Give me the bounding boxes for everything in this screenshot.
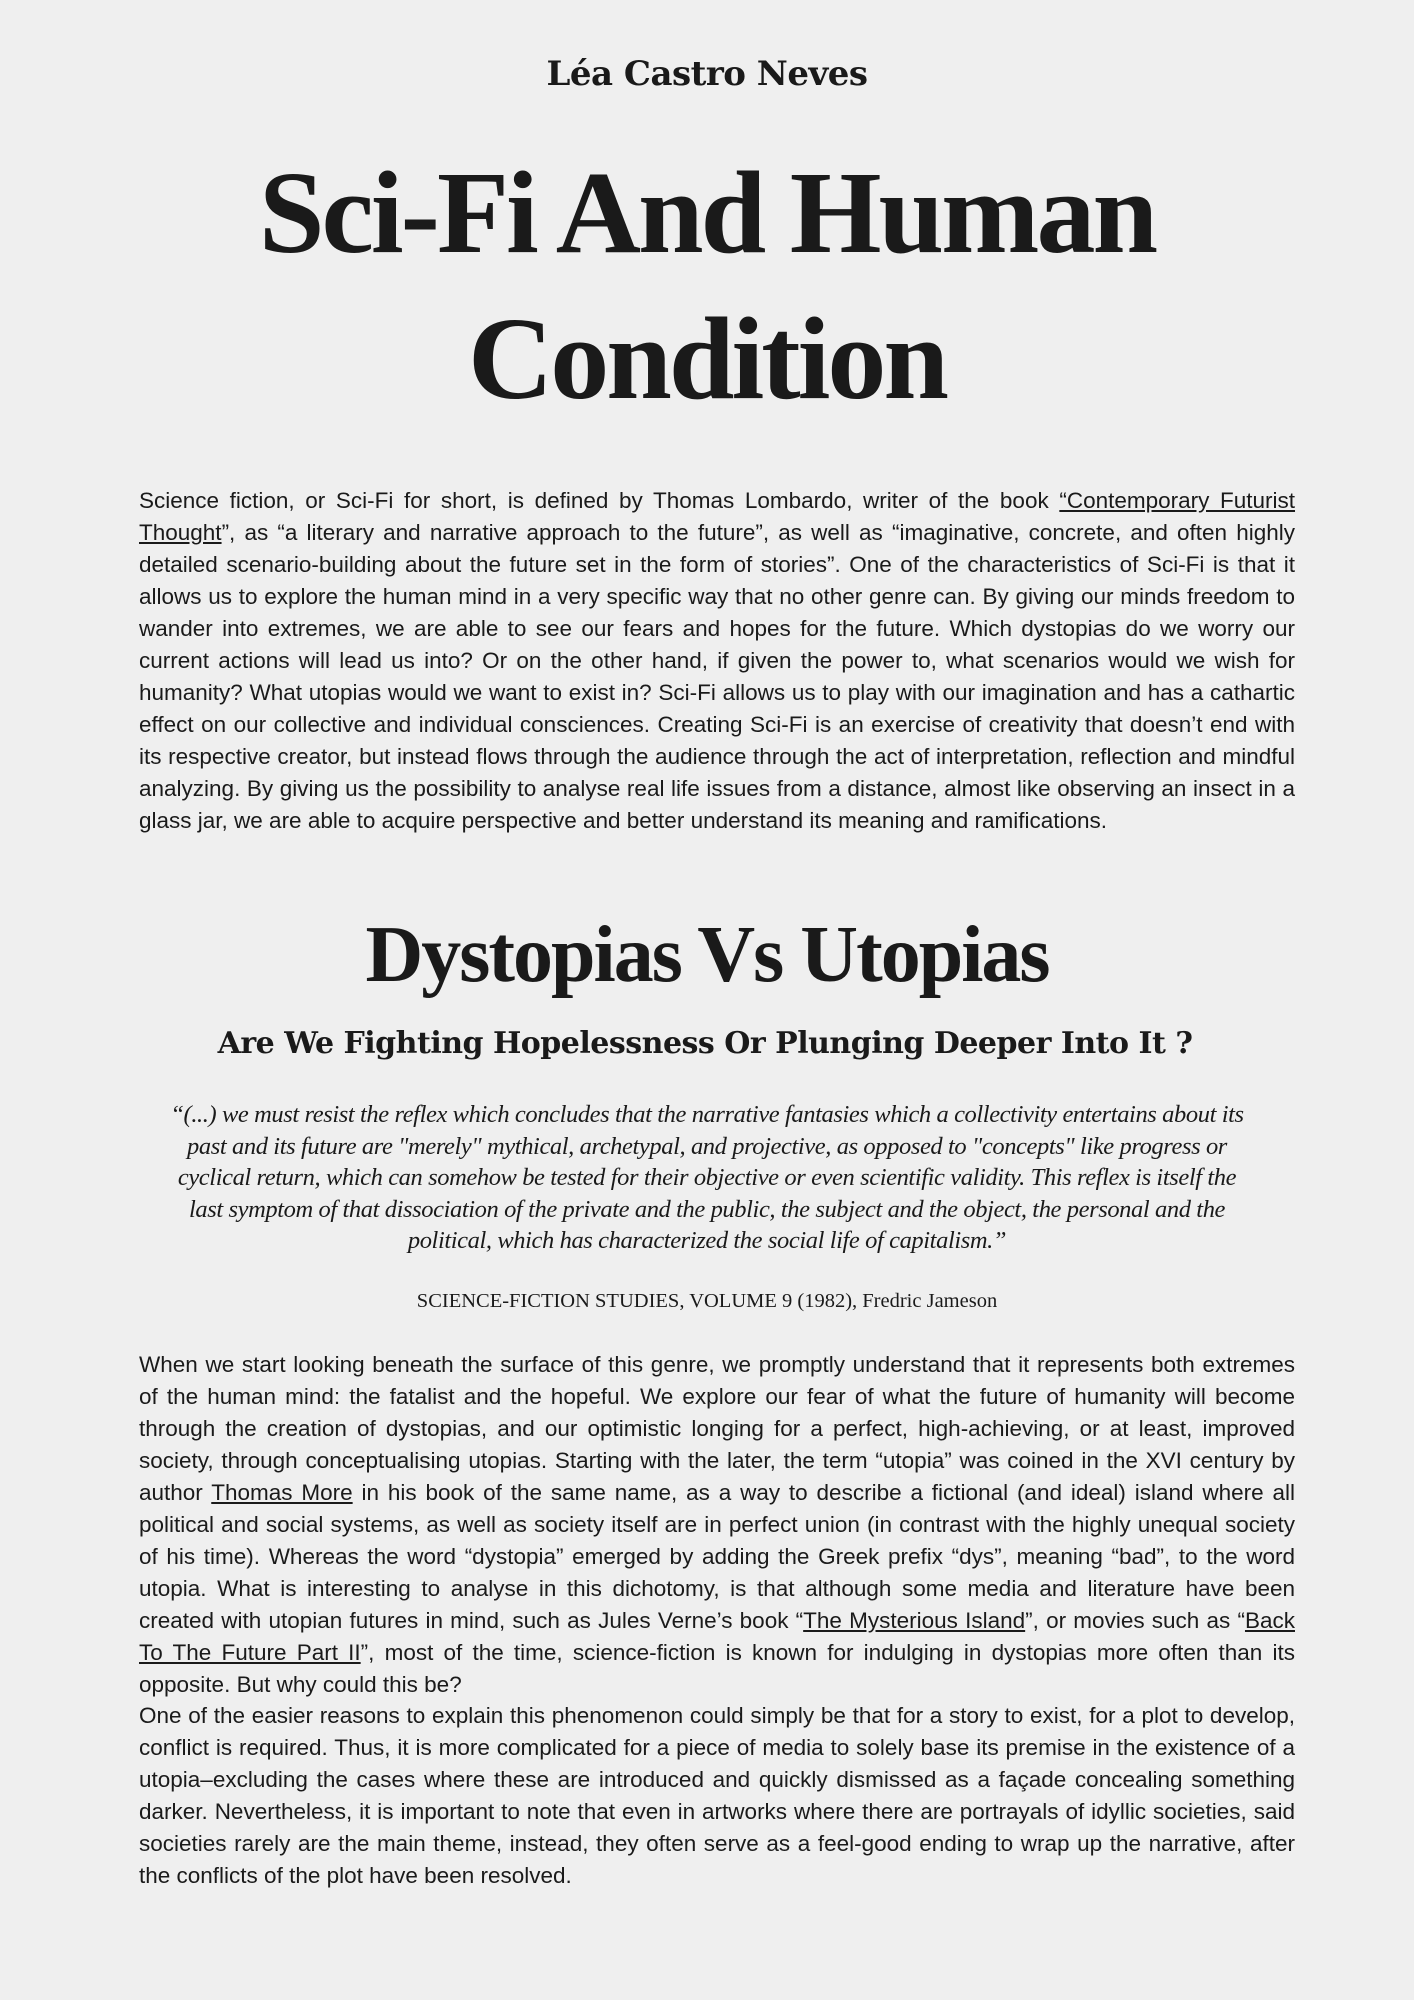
body-text-c: ”, or movies such as “ [1025, 1608, 1245, 1633]
contemporary-futurist-thought-link[interactable]: “Contemporary Futurist Thought [139, 488, 1296, 545]
intro-text-a: Science fiction, or Sci-Fi for short, is defined by Thomas Lombardo, writer of the book [139, 488, 1060, 513]
intro-paragraph [139, 485, 1295, 837]
mysterious-island-link[interactable]: The Mysterious Island [803, 1608, 1026, 1633]
intro-text-b: ”, as “a literary and narrative approach to the future”, as well as “imaginative, concrete, and often highly detailed scenario-building about the future set in the form of stories”. One of the characteristics of Sci-Fi is that it allows us to explore the human mind in a very specific way that no other genre can. By giving our minds freedom to wander into extremes, we are able to see our fears and hopes for the future. Which dystopias do we worry our current actions will lead us into? Or on the other hand, if given the power to, what scenarios would we wish for humanity? What utopias would we want to exist in? Sci-Fi allows us to play with our imagination and has a cathartic effect on our collective and individual consciences. Creating Sci-Fi is an exercise of creativity that doesn’t end with its respective creator, but instead flows through the audience through the act of interpretation, reflection and mindful analyzing. By giving us the possibility to analyse real life issues from a distance, almost like observing an insect in a glass jar, we are able to acquire perspective and better understand its meaning and ramifications. [139, 520, 1295, 833]
back-to-the-future-link[interactable]: Back To The Future Part II [139, 1608, 1295, 1665]
body-text-b: in his book of the same name, as a way to describe a fictional (and ideal) island where all political and social systems, as well as society itself are in perfect union (in contrast with the highly unequal society of his time). Whereas the word “dystopia” emerged by adding the Greek prefix “dys”, meaning “bad”, to the word utopia. What is interesting to analyse in this dichotomy, is that although some media and literature have been created with utopian futures in mind, such as Jules Verne’s book “ [139, 1480, 1295, 1633]
body-text-a: When we start looking beneath the surface of this genre, we promptly understand that it represents both extremes of the human mind: the fatalist and the hopeful. We explore our fear of what the future of humanity will become through the creation of dystopias, and our optimistic longing for a perfect, high-achieving, or at least, improved society, through conceptualising utopias. Starting with the later, the term “utopia” was coined in the XVI century by author [139, 1352, 1295, 1505]
block-quote: “(...) we must resist the reflex which concludes that the narrative fantasies which a collectivity entertains about its past and its future are "merely" mythical, archetypal, and projective, as opposed to "concepts" like progress or cyclical return, which can somehow be tested for their objective or even scientific validity. This reflex is itself the last symptom of that dissociation of the private and the public, the subject and the object, the personal and the political, which has characterized the social life of capitalism.” [170, 1101, 1244, 1254]
body-paragraph-2: One of the easier reasons to explain this phenomenon could simply be that for a story to exist, for a plot to develop, conflict is required. Thus, it is more complicated for a piece of media to solely base its premise in the existence of a utopia–excluding the cases where these are introduced and quickly dismissed as a façade concealing something darker. Nevertheless, it is important to note that even in artworks where there are portrayals of idyllic societies, said societies rarely are the main theme, instead, they often serve as a feel-good ending to wrap up the narrative, after the conflicts of the plot have been resolved. [139, 1703, 1295, 1888]
page-title: Sci-Fi And Human Condition [258, 147, 1156, 424]
section-subtitle: Are We Fighting Hopelessness Or Plunging Deeper Into It ? [217, 1026, 1193, 1061]
body-text-d: ”, most of the time, science-fiction is known for indulging in dystopias more often than its opposite. But why could this be? [139, 1640, 1295, 1697]
section-title: Dystopias Vs Utopias [365, 911, 1049, 999]
author-name: Léa Castro Neves [546, 54, 868, 94]
body-paragraph-1 [139, 1349, 1295, 1701]
thomas-more-link[interactable]: Thomas More [211, 1480, 353, 1505]
quote-citation: SCIENCE-FICTION STUDIES, VOLUME 9 (1982), Fredric Jameson [416, 1290, 998, 1312]
